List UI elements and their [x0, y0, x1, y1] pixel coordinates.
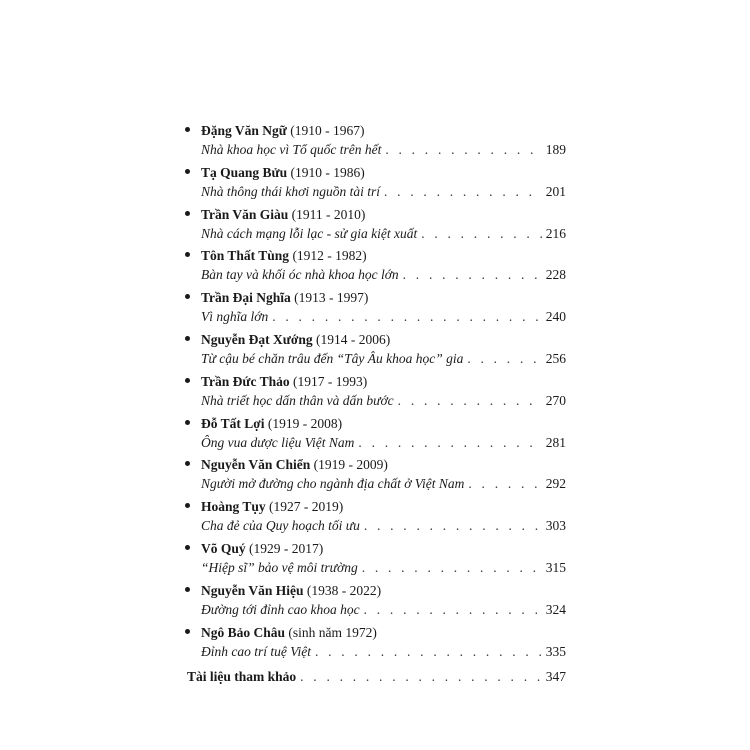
bullet-icon — [185, 127, 190, 132]
entry-heading — [201, 415, 342, 433]
bullet-icon — [185, 378, 190, 383]
dot-leader — [385, 141, 541, 159]
page-number: 256 — [545, 350, 566, 366]
entry-subtitle: Từ cậu bé chăn trâu đến “Tây Âu khoa học” gia — [201, 350, 464, 366]
dot-leader — [315, 643, 542, 661]
toc-entry[interactable] — [185, 331, 566, 373]
page-number: 347 — [545, 669, 566, 684]
references-label: Tài liệu tham khảo — [187, 669, 297, 684]
person-name: Trần Văn Giàu — [201, 206, 289, 222]
toc-entry[interactable] — [185, 415, 566, 457]
entry-subtitle-line — [201, 643, 566, 661]
life-years: (1927 - 2019) — [269, 499, 344, 515]
page-number: 216 — [545, 225, 566, 241]
life-years: (1910 - 1967) — [290, 123, 365, 138]
life-years: (1913 - 1997) — [294, 290, 369, 306]
entry-subtitle: Người mở đường cho ngành địa chất ở Việt Nam — [201, 476, 465, 492]
life-years: (1911 - 2010) — [291, 206, 366, 222]
entry-subtitle-line — [201, 392, 566, 410]
life-years: (sinh năm 1972) — [288, 624, 377, 640]
entry-subtitle-line — [201, 601, 566, 619]
page-number: 324 — [545, 601, 566, 617]
toc-entry[interactable] — [185, 206, 566, 248]
entry-subtitle: Nhà thông thái khơi nguồn tài trí — [201, 183, 380, 199]
page-number: 240 — [545, 309, 566, 325]
toc-entry[interactable] — [185, 456, 566, 498]
entry-heading — [201, 624, 377, 642]
page-number: 270 — [545, 392, 566, 408]
person-name: Tạ Quang Bửu — [201, 164, 288, 180]
toc-entry[interactable] — [185, 498, 566, 540]
person-name: Võ Quý — [201, 540, 246, 556]
entry-subtitle-line — [201, 559, 566, 577]
entry-heading — [201, 498, 343, 516]
entry-subtitle: Vì nghĩa lớn — [201, 309, 269, 325]
toc-entry[interactable] — [185, 122, 566, 164]
entry-heading — [201, 247, 367, 265]
entry-subtitle: Đỉnh cao trí tuệ Việt — [201, 643, 311, 659]
person-name: Trần Đức Thảo — [201, 373, 290, 389]
person-name: Đặng Văn Ngữ — [201, 123, 287, 138]
page-number: 292 — [545, 476, 566, 492]
life-years: (1917 - 1993) — [293, 373, 368, 389]
entry-subtitle-line — [201, 517, 566, 535]
dot-leader — [300, 668, 542, 686]
dot-leader — [467, 350, 541, 368]
person-name: Nguyễn Đạt Xướng — [201, 331, 313, 347]
page-number: 335 — [545, 643, 566, 659]
toc-entry[interactable] — [185, 247, 566, 289]
dot-leader — [358, 434, 541, 452]
toc-entry[interactable] — [185, 624, 566, 666]
bullet-icon — [185, 503, 190, 508]
dot-leader — [362, 559, 542, 577]
entry-subtitle: Nhà khoa học vì Tổ quốc trên hết — [201, 142, 382, 157]
toc-entry[interactable] — [185, 582, 566, 624]
entry-heading — [201, 122, 365, 140]
entry-subtitle-line — [201, 141, 566, 159]
life-years: (1919 - 2008) — [267, 415, 343, 431]
bullet-icon — [185, 461, 190, 466]
bullet-icon — [185, 629, 190, 634]
toc-entry[interactable] — [185, 540, 566, 582]
entry-heading — [201, 540, 323, 558]
bullet-icon — [185, 169, 190, 174]
life-years: (1938 - 2022) — [306, 582, 382, 598]
dot-leader — [364, 517, 542, 535]
entry-subtitle: Nhà cách mạng lỗi lạc - sử gia kiệt xuất — [201, 225, 418, 241]
page-number: 315 — [545, 559, 566, 575]
entry-subtitle: Đường tới đỉnh cao khoa học — [201, 601, 360, 617]
bullet-icon — [185, 294, 190, 299]
entry-heading — [201, 289, 368, 307]
person-name: Đỗ Tất Lợi — [201, 415, 265, 431]
person-name: Trần Đại Nghĩa — [201, 290, 291, 306]
life-years: (1919 - 2009) — [313, 457, 388, 473]
toc-entry[interactable] — [185, 289, 566, 331]
entry-subtitle-line — [201, 183, 566, 201]
references-entry[interactable] — [187, 668, 566, 686]
entry-subtitle: Cha đẻ của Quy hoạch tối ưu — [201, 518, 360, 534]
entry-subtitle: Nhà triết học dấn thân và dấn bước — [201, 392, 394, 408]
entry-subtitle-line — [201, 266, 566, 284]
page-number: 228 — [545, 267, 566, 283]
bullet-icon — [185, 252, 190, 257]
dot-leader — [384, 183, 542, 201]
life-years: (1910 - 1986) — [290, 164, 365, 180]
dot-leader — [398, 392, 542, 410]
page-number: 303 — [545, 518, 566, 534]
entry-subtitle-line — [201, 225, 566, 243]
person-name: Nguyễn Văn Chiển — [201, 457, 311, 473]
person-name: Ngô Bảo Châu — [201, 624, 286, 640]
table-of-contents — [185, 122, 566, 665]
dot-leader — [403, 266, 542, 284]
entry-heading — [201, 164, 365, 182]
page-number: 201 — [545, 183, 566, 199]
bullet-icon — [185, 336, 190, 341]
entry-subtitle-line — [201, 434, 566, 452]
dot-leader — [364, 601, 542, 619]
toc-entry[interactable] — [185, 164, 566, 206]
life-years: (1912 - 1982) — [292, 248, 367, 264]
entry-heading — [201, 331, 390, 349]
entry-heading — [201, 456, 388, 474]
entry-heading — [201, 373, 367, 391]
bullet-icon — [185, 211, 190, 216]
entry-subtitle: Bàn tay và khối óc nhà khoa học lớn — [201, 267, 399, 283]
entry-subtitle: “Hiệp sĩ” bảo vệ môi trường — [201, 559, 358, 575]
life-years: (1914 - 2006) — [315, 331, 391, 347]
entry-subtitle-line — [201, 308, 566, 326]
dot-leader — [421, 225, 542, 243]
entry-subtitle: Ông vua dược liệu Việt Nam — [201, 434, 355, 450]
person-name: Nguyễn Văn Hiệu — [201, 582, 304, 598]
entry-heading — [201, 582, 381, 600]
page-number: 281 — [545, 434, 566, 450]
bullet-icon — [185, 587, 190, 592]
entry-subtitle-line — [201, 350, 566, 368]
page-number: 189 — [545, 142, 566, 157]
dot-leader — [272, 308, 542, 326]
life-years: (1929 - 2017) — [249, 540, 324, 556]
person-name: Tôn Thất Tùng — [201, 248, 290, 264]
entry-heading — [201, 206, 365, 224]
bullet-icon — [185, 545, 190, 550]
bullet-icon — [185, 420, 190, 425]
person-name: Hoàng Tụy — [201, 499, 266, 515]
entry-subtitle-line — [201, 475, 566, 493]
dot-leader — [468, 475, 541, 493]
toc-entry[interactable] — [185, 373, 566, 415]
